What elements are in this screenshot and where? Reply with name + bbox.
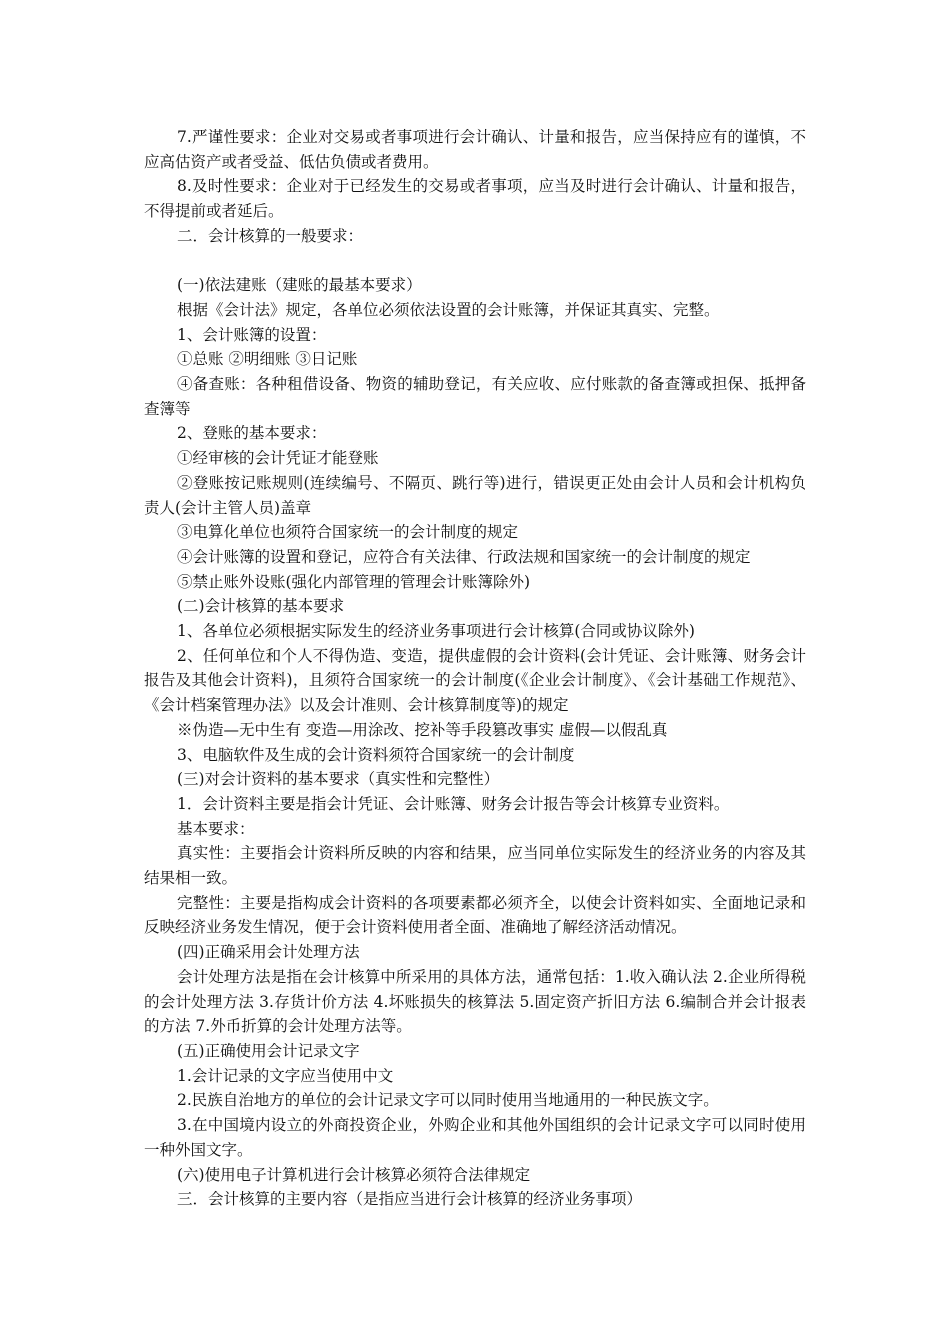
paragraph: ※伪造—无中生有 变造—用涂改、挖补等手段篡改事实 虚假—以假乱真 [177,720,668,739]
paragraph: 7.严谨性要求：企业对交易或者事项进行会计确认、计量和报告，应当保持应有的谨慎，不应高估资产或者受益、低估负债或者费用。 [144,128,806,171]
subsection-heading: (二)会计核算的基本要求 [177,597,345,616]
paragraph: ⑤禁止账外设账(强化内部管理的管理会计账簿除外) [177,572,531,591]
paragraph: 1、会计账簿的设置： [177,325,327,344]
section-heading: 二．会计核算的一般要求： [177,226,364,245]
subsection-heading: (一)依法建账（建账的最基本要求） [177,276,422,295]
paragraph: 3、电脑软件及生成的会计资料须符合国家统一的会计制度 [177,745,575,764]
section-heading: 三．会计核算的主要内容（是指应当进行会计核算的经济业务事项） [177,1190,643,1209]
paragraph: 1．会计资料主要是指会计凭证、会计账簿、财务会计报告等会计核算专业资料。 [177,794,730,813]
document-body [144,125,806,1212]
paragraph: 2、登账的基本要求： [177,424,327,443]
paragraph: 1.会计记录的文字应当使用中文 [177,1066,394,1085]
paragraph: 根据《会计法》规定，各单位必须依法设置的会计账簿，并保证其真实、完整。 [177,300,720,319]
paragraph: 会计处理方法是指在会计核算中所采用的具体方法，通常包括：1.收入确认法 2.企业所得税的会计处理方法 3.存货计价方法 4.坏账损失的核算法 5.固定资产折旧方法 6.编制合并会计报表的方法 7.外币折算的会计处理方法等。 [144,967,806,1036]
paragraph: 1、各单位必须根据实际发生的经济业务事项进行会计核算(合同或协议除外) [177,622,695,641]
paragraph: ①经审核的会计凭证才能登账 [177,449,379,468]
paragraph: 基本要求： [177,819,255,838]
paragraph: ④会计账簿的设置和登记，应符合有关法律、行政法规和国家统一的会计制度的规定 [177,547,751,566]
paragraph: 3.在中国境内设立的外商投资企业，外购企业和其他外国组织的会计记录文字可以同时使用一种外国文字。 [144,1116,806,1159]
paragraph: 8.及时性要求：企业对于已经发生的交易或者事项，应当及时进行会计确认、计量和报告，不得提前或者延后。 [144,177,806,221]
paragraph: ①总账 ②明细账 ③日记账 [177,350,358,369]
subsection-heading: (五)正确使用会计记录文字 [177,1042,360,1060]
paragraph: 真实性：主要指会计资料所反映的内容和结果，应当同单位实际发生的经济业务的内容及其结果相一致。 [144,844,806,888]
paragraph: 2、任何单位和个人不得伪造、变造，提供虚假的会计资料(会计凭证、会计账簿、财务会计报告及其他会计资料)，且须符合国家统一的会计制度(《企业会计制度》、《会计基础工作规范》、《会计档案管理办法》以及会计准则、会计核算制度等)的规定 [144,646,806,715]
subsection-heading: (四)正确采用会计处理方法 [177,943,360,962]
paragraph: ④备查账：各种租借设备、物资的辅助登记，有关应收、应付账款的备查簿或担保、抵押备查簿等 [144,375,806,418]
subsection-heading: (六)使用电子计算机进行会计核算必须符合法律规定 [177,1165,531,1184]
blank-line [144,249,806,274]
paragraph: ②登账按记账规则(连续编号、不隔页、跳行等)进行，错误更正处由会计人员和会计机构负责人(会计主管人员)盖章 [144,473,806,517]
subsection-heading: (三)对会计资料的基本要求（真实性和完整性） [177,770,500,789]
paragraph: ③电算化单位也须符合国家统一的会计制度的规定 [177,523,519,542]
paragraph: 完整性：主要是指构成会计资料的各项要素都必须齐全，以使会计资料如实、全面地记录和反映经济业务发生情况，便于会计资料使用者全面、准确地了解经济活动情况。 [144,893,806,937]
paragraph: 2.民族自治地方的单位的会计记录文字可以同时使用当地通用的一种民族文字。 [177,1091,719,1110]
